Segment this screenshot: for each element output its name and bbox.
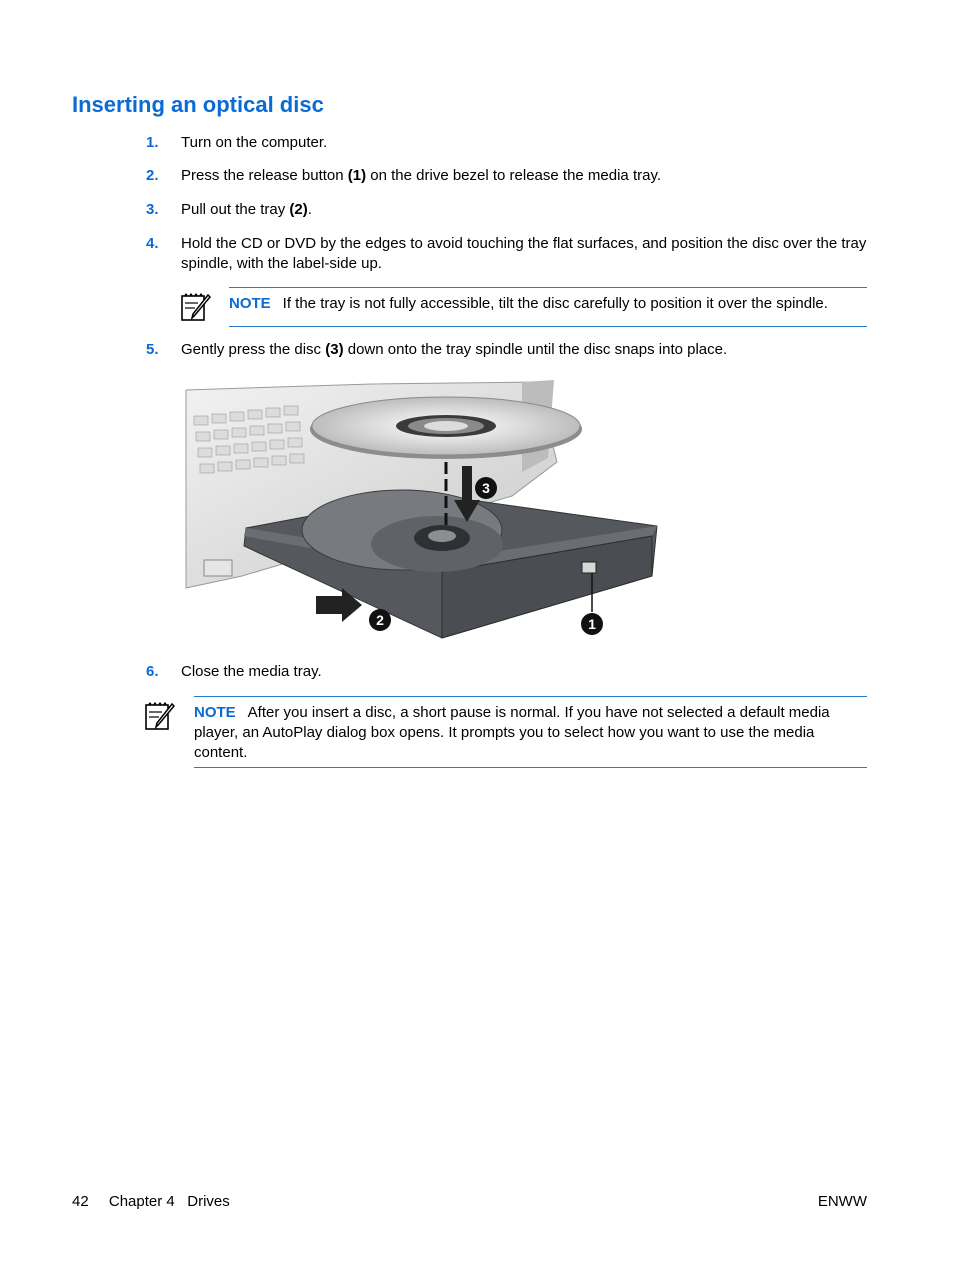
step-text <box>181 340 867 360</box>
step-text: Close the media tray. <box>181 663 322 680</box>
step-text <box>181 200 867 220</box>
step-text-part: Pull out the tray <box>181 201 290 218</box>
step-text-part: Press the release button <box>181 167 348 184</box>
step-number: 6. <box>146 663 159 680</box>
callout-reference: (1) <box>347 167 367 184</box>
step-text: Hold the CD or DVD by the edges to avoid touching the flat surfaces, and position the disc over the tray spindle, with the label-side up. <box>181 235 867 272</box>
note-icon <box>144 698 178 732</box>
callout-reference: (2) <box>289 201 308 218</box>
optical-disc <box>310 397 582 459</box>
callout-3-label: 3 <box>482 480 490 496</box>
note-icon <box>180 289 214 323</box>
callout-reference: (3) <box>325 341 344 358</box>
step-text-part: on the drive bezel to release the media tray. <box>366 167 661 184</box>
callout-2-label: 2 <box>376 612 384 628</box>
step-text: Turn on the computer. <box>181 134 328 151</box>
callout-1-label: 1 <box>588 616 596 632</box>
footer-left <box>72 1193 230 1210</box>
step-number: 4. <box>146 235 159 252</box>
optical-drive-illustration <box>182 376 662 642</box>
step-number: 1. <box>146 134 159 151</box>
note-box <box>194 696 867 768</box>
note-text: If the tray is not fully accessible, tilt the disc carefully to position it over the spindle. <box>282 295 828 312</box>
note-text: After you insert a disc, a short pause is normal. If you have not selected a default media player, an AutoPlay dialog box opens. It prompts you to select how you want to use the media content. <box>194 704 830 761</box>
chapter-label: Chapter 4 Drives <box>108 1193 230 1210</box>
note-label: NOTE <box>194 704 236 721</box>
step-number: 3. <box>146 201 159 218</box>
step-number: 2. <box>146 167 159 184</box>
note-label: NOTE <box>229 295 271 312</box>
step-text-part: down onto the tray spindle until the disc snaps into place. <box>343 341 728 358</box>
step-text-part: Gently press the disc <box>181 341 326 358</box>
callout-3 <box>475 477 497 499</box>
page-number: 42 <box>72 1193 89 1210</box>
step-text-part: . <box>307 201 312 218</box>
footer-right: ENWW <box>817 1193 867 1210</box>
note-box <box>229 287 867 327</box>
callout-2 <box>369 609 391 631</box>
step-number: 5. <box>146 341 159 358</box>
page-title: Inserting an optical disc <box>72 92 324 117</box>
step-text <box>181 166 867 186</box>
